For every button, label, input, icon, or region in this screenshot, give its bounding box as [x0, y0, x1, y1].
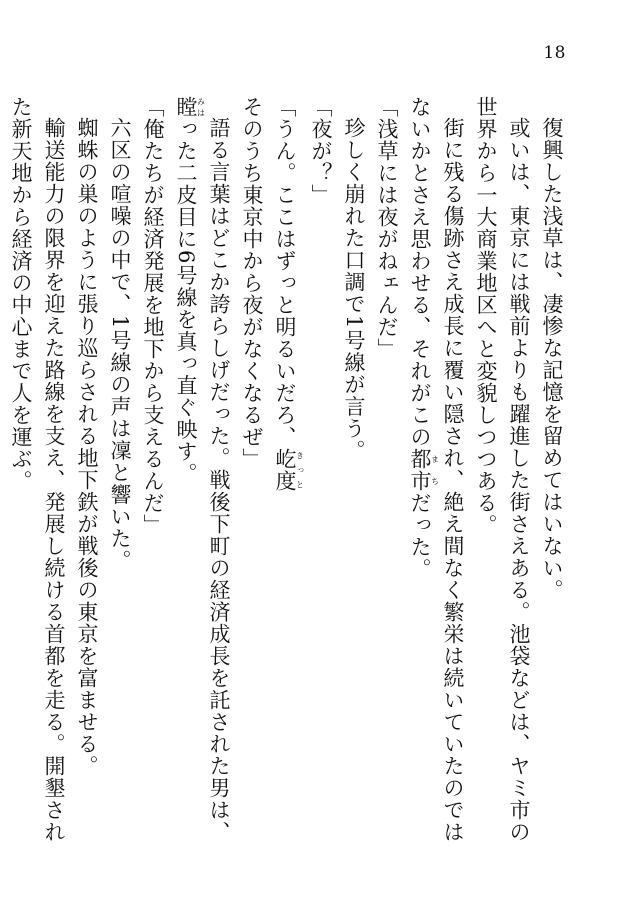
- paragraph-transport: 輸送能力の限界を迎えた路線を支え、発展し続ける首都を走る。開墾された新天地から経済の中心まで人を運ぶ。: [9, 96, 66, 843]
- ruby-base: 瞠: [174, 96, 198, 118]
- dialog-always-bright: [235, 96, 304, 856]
- paragraph-scars: [403, 96, 469, 856]
- paragraph-rokku: 六区の喧噪の中で、1号線の声は凜と響いた。: [108, 117, 132, 572]
- dialog-economic-development: 「俺たちが経済発展を地下から支えるんだ」: [141, 96, 165, 536]
- page-number: 18: [543, 43, 566, 63]
- paragraph-restoration: 復興した浅草は、凄惨な記憶を留めてはいない。: [540, 117, 564, 601]
- ruby-base: 屹度: [273, 448, 297, 492]
- body-text: [4, 96, 568, 856]
- dialog-no-night: 「浅草には夜がねェんだ」: [375, 96, 399, 360]
- ruby-reading: みは: [196, 96, 206, 118]
- paragraph-line1-says: 珍しく崩れた口調で1号線が言う。: [342, 117, 366, 462]
- text-segment: 語る言葉はどこか誇らしげだった。戦後下町の経済成長を託された男は、: [207, 117, 231, 843]
- dialog-night-question: 「夜が？」: [309, 96, 333, 206]
- ruby-kitto: [273, 448, 305, 492]
- ruby-base: 都市: [408, 448, 432, 492]
- ruby-reading: まち: [430, 448, 440, 492]
- text-segment: った二皮目に6号線を真っ直ぐ映す。: [174, 118, 198, 485]
- paragraph-spider-web: 蜘蛛の巣のように張り巡らされる地下鉄が戦後の東京を富ませる。: [75, 117, 99, 777]
- paragraph-ikebukuro: 或いは、東京には戦前よりも躍進した街さえある。池袋などは、ヤミ市の世界から一大商業地区へと変貌しつつある。: [474, 96, 531, 843]
- ruby-city: [408, 448, 440, 492]
- text-segment: そのうち東京中から夜がなくなるぜ」: [240, 96, 264, 470]
- text-segment: 「うん。ここはずっと明るいだろ、: [273, 96, 297, 448]
- ruby-miha: [174, 96, 206, 118]
- ruby-reading: きっと: [295, 448, 305, 492]
- text-segment: だった。: [408, 492, 432, 580]
- paragraph-proud-words: [169, 96, 235, 856]
- text-segment: 街に残る傷跡さえ成長に覆い隠され、絶え間なく繁栄は続いていたのではないかとさえ思わせる、それがこの: [408, 96, 465, 843]
